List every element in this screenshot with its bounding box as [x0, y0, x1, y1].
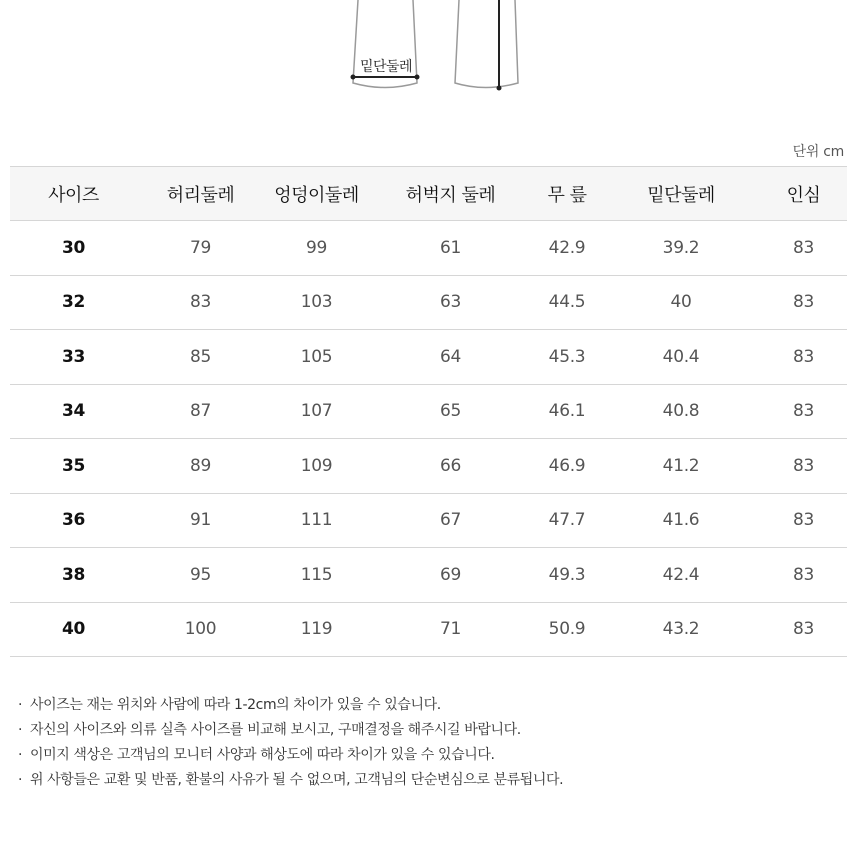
knee-cell: 46.1 [532, 384, 602, 439]
hip-cell: 99 [264, 221, 369, 276]
size-cell: 33 [10, 330, 137, 385]
hip-cell: 119 [264, 602, 369, 657]
size-cell: 36 [10, 493, 137, 548]
size-cell: 35 [10, 439, 137, 494]
knee-cell: 45.3 [532, 330, 602, 385]
header-knee: 무 릎 [532, 167, 602, 221]
table-row [10, 330, 847, 385]
thigh-cell: 69 [369, 548, 532, 603]
size-cell: 34 [10, 384, 137, 439]
table-row [10, 384, 847, 439]
thigh-cell: 67 [369, 493, 532, 548]
table-row [10, 548, 847, 603]
size-chart-table [10, 166, 847, 657]
bullet-icon: · [18, 772, 23, 788]
hem-cell: 42.4 [602, 548, 760, 603]
waist-cell: 89 [137, 439, 264, 494]
waist-cell: 100 [137, 602, 264, 657]
inseam-cell: 83 [760, 221, 847, 276]
unit-label: 단위 cm [792, 144, 844, 160]
header-thigh: 허벅지 둘레 [369, 167, 532, 221]
hip-cell: 105 [264, 330, 369, 385]
inseam-cell: 83 [760, 602, 847, 657]
note-item [18, 693, 563, 718]
thigh-cell: 66 [369, 439, 532, 494]
hem-cell: 40.4 [602, 330, 760, 385]
waist-cell: 79 [137, 221, 264, 276]
waist-cell: 87 [137, 384, 264, 439]
pants-outline-graphic [340, 0, 540, 100]
note-text: 위 사항들은 교환 및 반품, 환불의 사유가 될 수 없으며, 고객님의 단순변심으로 분류됩니다. [30, 772, 564, 788]
pants-diagram [340, 0, 540, 100]
hem-cell: 40 [602, 275, 760, 330]
header-hem: 밑단둘레 [602, 167, 760, 221]
hip-cell: 107 [264, 384, 369, 439]
header-inseam: 인심 [760, 167, 847, 221]
notes-list [18, 693, 563, 793]
header-waist: 허리둘레 [137, 167, 264, 221]
thigh-cell: 61 [369, 221, 532, 276]
header-hip: 엉덩이둘레 [264, 167, 369, 221]
table-row [10, 275, 847, 330]
bullet-icon: · [18, 697, 23, 713]
size-cell: 32 [10, 275, 137, 330]
hem-cell: 43.2 [602, 602, 760, 657]
inseam-cell: 83 [760, 493, 847, 548]
waist-cell: 95 [137, 548, 264, 603]
table-header-row [10, 167, 847, 221]
hip-cell: 103 [264, 275, 369, 330]
waist-cell: 85 [137, 330, 264, 385]
thigh-cell: 71 [369, 602, 532, 657]
thigh-cell: 63 [369, 275, 532, 330]
knee-cell: 50.9 [532, 602, 602, 657]
hip-cell: 115 [264, 548, 369, 603]
hem-measure-label: 밑단둘레 [359, 59, 413, 75]
inseam-cell: 83 [760, 384, 847, 439]
size-cell: 30 [10, 221, 137, 276]
waist-cell: 83 [137, 275, 264, 330]
note-text: 사이즈는 재는 위치와 사람에 따라 1-2cm의 차이가 있을 수 있습니다. [30, 697, 441, 713]
hem-cell: 40.8 [602, 384, 760, 439]
bullet-icon: · [18, 747, 23, 763]
thigh-cell: 65 [369, 384, 532, 439]
note-text: 이미지 색상은 고객님의 모니터 사양과 해상도에 따라 차이가 있을 수 있습니다. [30, 747, 495, 763]
note-item [18, 718, 563, 743]
inseam-cell: 83 [760, 275, 847, 330]
knee-cell: 46.9 [532, 439, 602, 494]
header-size: 사이즈 [10, 167, 137, 221]
hip-cell: 111 [264, 493, 369, 548]
table-row [10, 439, 847, 494]
knee-cell: 44.5 [532, 275, 602, 330]
knee-cell: 47.7 [532, 493, 602, 548]
hem-cell: 39.2 [602, 221, 760, 276]
table-row [10, 602, 847, 657]
hem-cell: 41.6 [602, 493, 760, 548]
inseam-cell: 83 [760, 330, 847, 385]
table-row [10, 221, 847, 276]
note-text: 자신의 사이즈와 의류 실측 사이즈를 비교해 보시고, 구매결정을 해주시길 바랍니다. [30, 722, 521, 738]
table-row [10, 493, 847, 548]
hem-cell: 41.2 [602, 439, 760, 494]
note-item [18, 768, 563, 793]
inseam-cell: 83 [760, 548, 847, 603]
waist-cell: 91 [137, 493, 264, 548]
knee-cell: 42.9 [532, 221, 602, 276]
bullet-icon: · [18, 722, 23, 738]
hip-cell: 109 [264, 439, 369, 494]
thigh-cell: 64 [369, 330, 532, 385]
size-cell: 40 [10, 602, 137, 657]
size-cell: 38 [10, 548, 137, 603]
knee-cell: 49.3 [532, 548, 602, 603]
inseam-cell: 83 [760, 439, 847, 494]
note-item [18, 743, 563, 768]
